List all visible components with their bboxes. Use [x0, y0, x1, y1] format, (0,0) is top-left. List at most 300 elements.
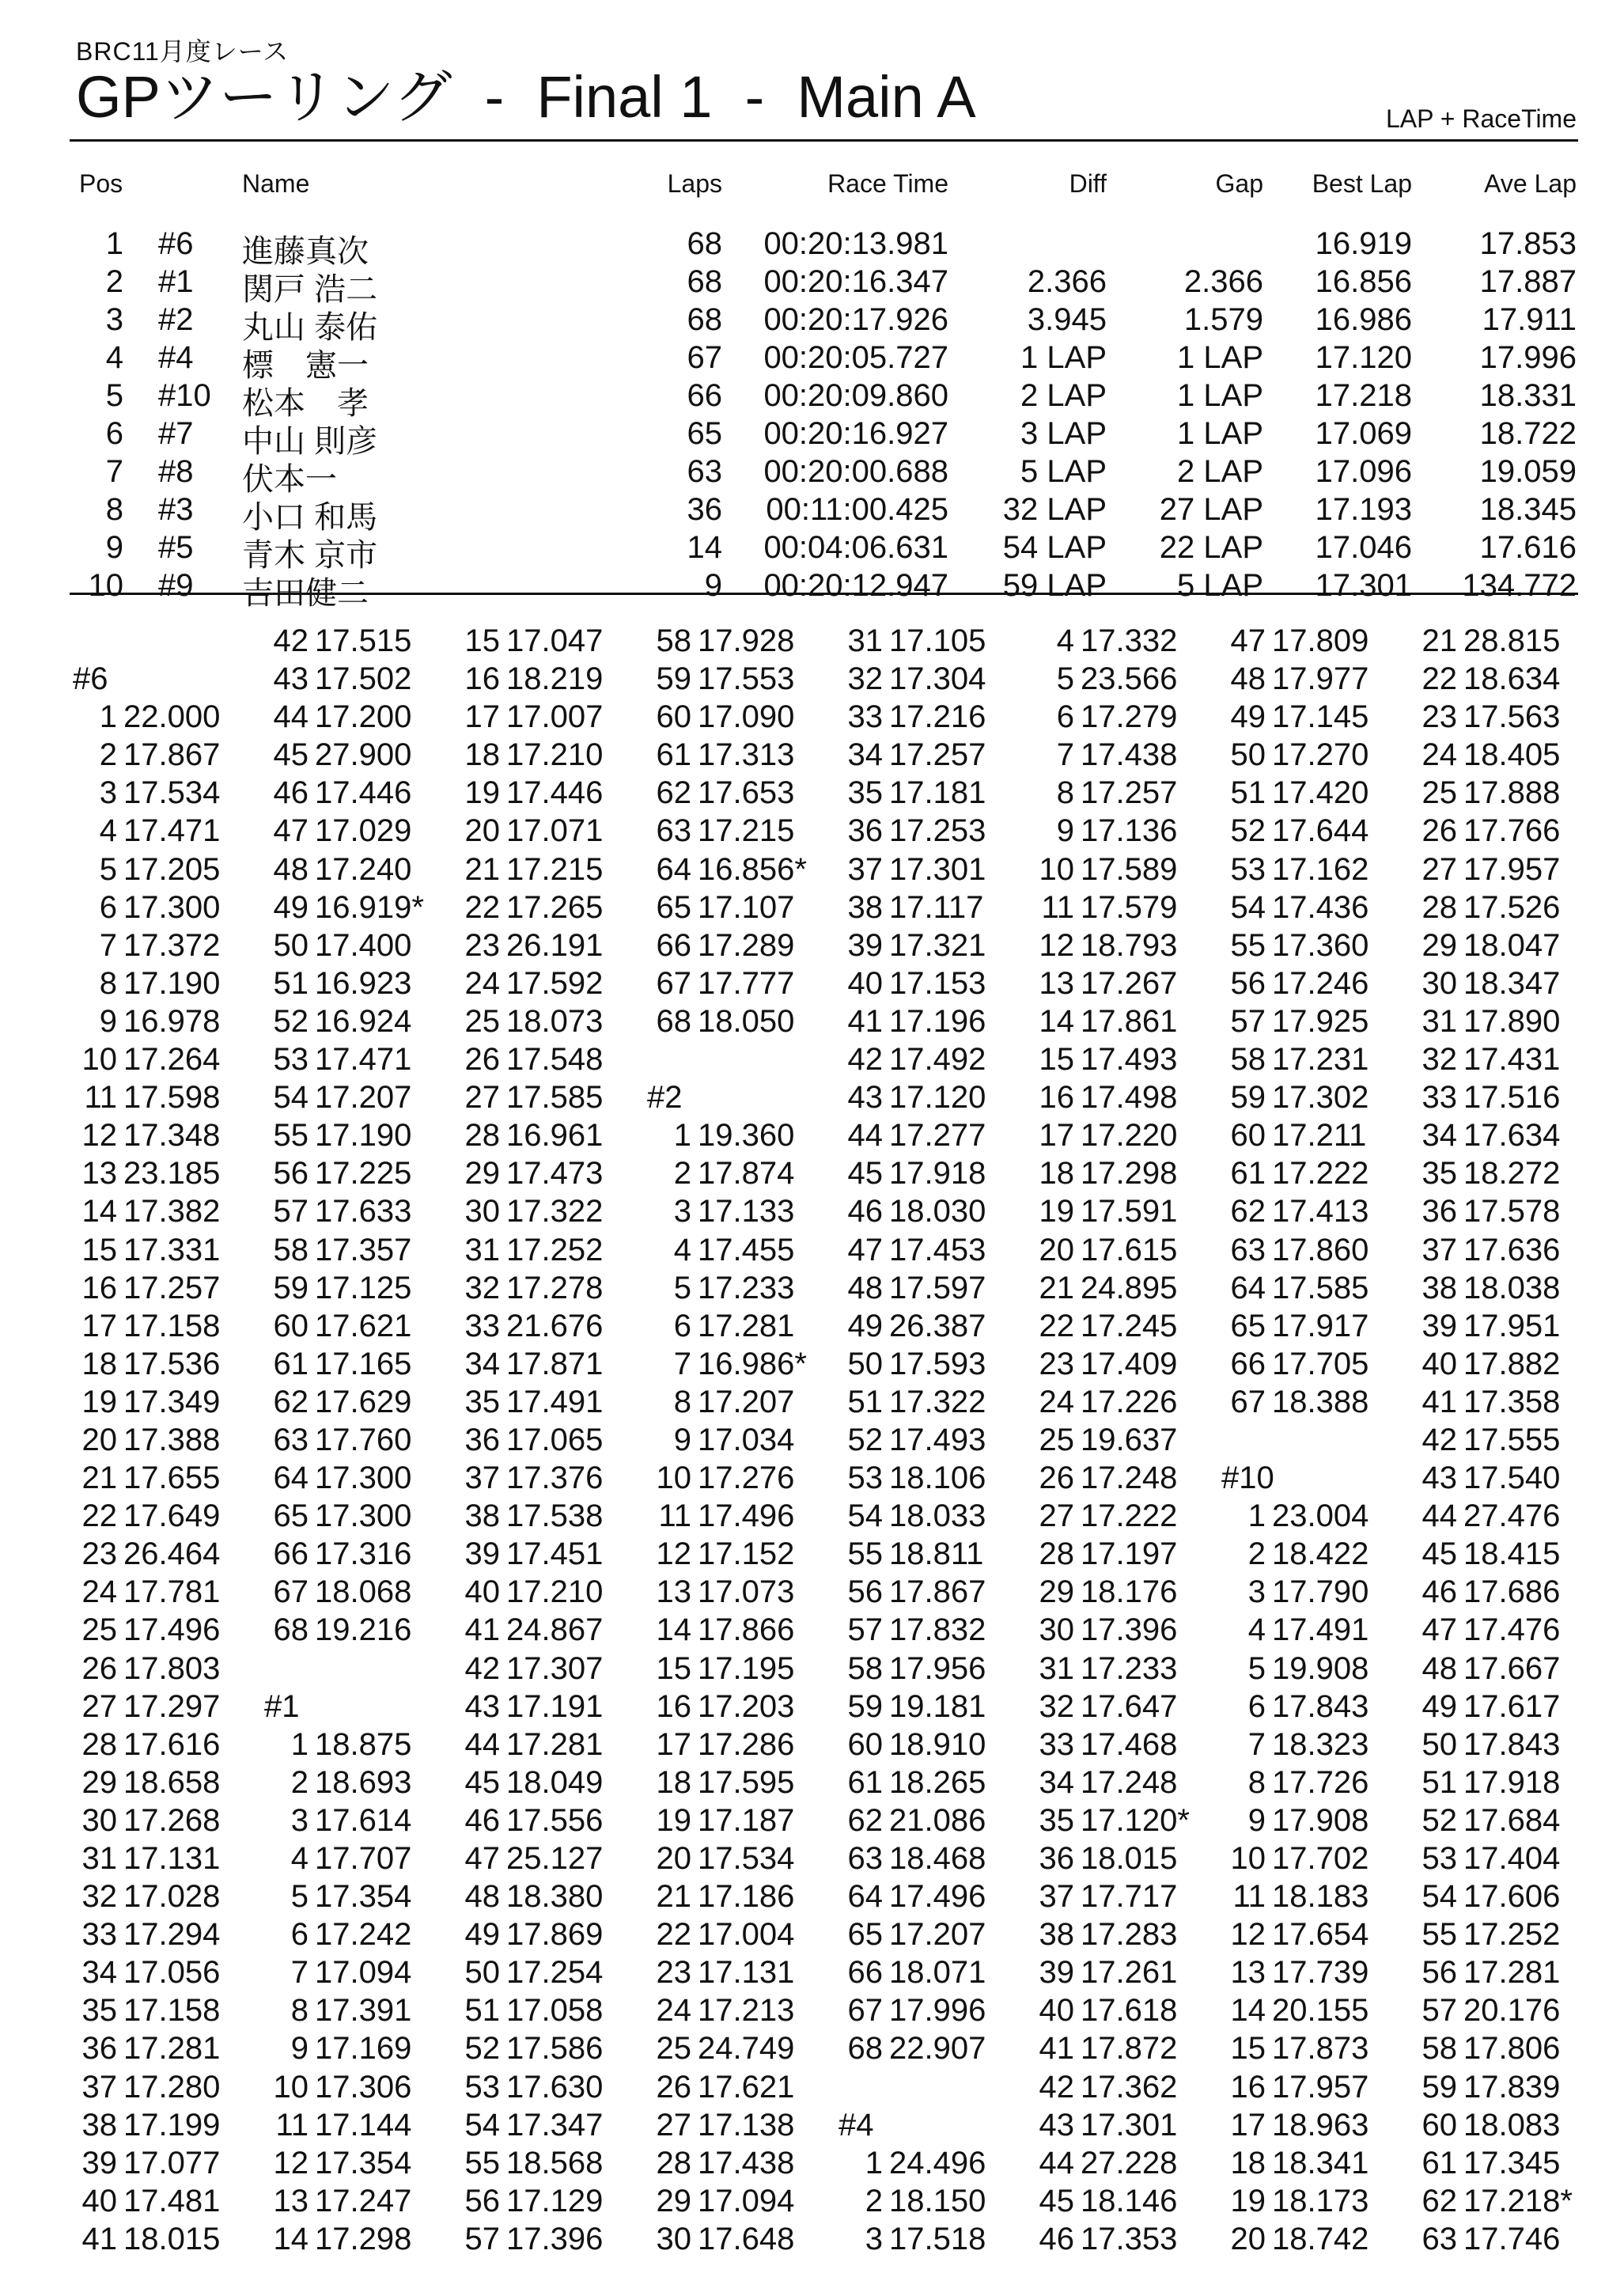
lap-entry [1027, 2144, 1190, 2182]
lap-entry [1410, 1269, 1573, 1307]
lap-time: 17.654 [1272, 1917, 1369, 1953]
lap-time: 17.446 [315, 775, 412, 811]
lap-number: 13 [656, 1574, 691, 1610]
lap-entry [70, 1611, 220, 1649]
lap-number: 36 [1421, 1194, 1457, 1229]
lap-number: 66 [1230, 1346, 1266, 1381]
lap-time: 18.272 [1463, 1156, 1561, 1192]
lap-entry [452, 2182, 603, 2220]
lap-entry [1027, 774, 1190, 812]
lap-entry [1218, 1650, 1368, 1688]
lap-entry [1218, 1345, 1368, 1383]
lap-entry [1218, 1611, 1368, 1649]
lap-entry [835, 1802, 986, 1839]
lap-entry [261, 1764, 424, 1802]
lap-entry [1027, 1307, 1190, 1345]
lap-time: 17.867 [123, 737, 221, 773]
lap-number: 23 [656, 1955, 691, 1991]
lap-time: 17.493 [889, 1422, 986, 1457]
lap-time: 17.242 [315, 1917, 412, 1953]
lap-time: 19.908 [1272, 1650, 1369, 1686]
lap-entry [1027, 1345, 1190, 1383]
lap-entry [1218, 1383, 1368, 1421]
lap-time: 17.358 [1463, 1384, 1561, 1419]
lap-time: 17.302 [1272, 1080, 1369, 1116]
lap-entry [644, 736, 807, 774]
lap-time: 17.090 [698, 699, 795, 735]
lap-time: 17.120* [1081, 1802, 1190, 1838]
lap-entry [70, 1953, 220, 1991]
lap-time: 17.197 [1081, 1536, 1178, 1572]
lap-time: 17.301 [1081, 2107, 1178, 2143]
lap-entry [70, 2068, 220, 2106]
lap-number: 63 [656, 813, 691, 849]
lap-entry [1410, 1839, 1573, 1877]
lap-entry [1218, 812, 1368, 850]
lap-number: 1 [865, 2145, 883, 2180]
lap-number: 27 [81, 1688, 117, 1724]
lap-entry [452, 2144, 603, 2182]
result-driver-name: 進藤真次 [242, 234, 369, 269]
lap-number: 30 [656, 2221, 691, 2256]
lap-number: 47 [1230, 623, 1266, 658]
lap-time: 17.618 [1081, 1993, 1178, 2029]
lap-time: 17.496 [698, 1498, 795, 1534]
lap-entry [1410, 1802, 1573, 1839]
lap-time: 18.071 [889, 1955, 986, 1991]
lap-entry [644, 1459, 807, 1497]
lap-number: 38 [464, 1498, 500, 1534]
result-ave-lap: 17.853 [1479, 226, 1577, 261]
lap-number: 16 [464, 661, 500, 697]
lap-time: 17.247 [315, 2183, 412, 2218]
lap-entry [835, 851, 986, 888]
lap-entry [261, 888, 424, 926]
result-pos: 1 [105, 226, 123, 261]
result-row [0, 274, 1624, 345]
lap-entry [261, 926, 424, 964]
lap-time: 17.133 [698, 1194, 795, 1229]
lap-time: 17.304 [889, 661, 986, 697]
result-race-time: 00:11:00.425 [766, 492, 948, 527]
lap-number: 30 [81, 1802, 117, 1838]
lap-number: 41 [1039, 2031, 1074, 2067]
lap-entry [1218, 1839, 1368, 1877]
lap-time: 17.218* [1463, 2183, 1573, 2218]
lap-number: 34 [81, 1955, 117, 1991]
lap-time: 18.388 [1272, 1384, 1369, 1419]
lap-number: 52 [273, 1003, 309, 1039]
lap-number: 40 [464, 1574, 500, 1610]
lap-number: 46 [1421, 1574, 1457, 1610]
header-best-lap: Best Lap [1312, 169, 1412, 198]
lap-entry [1027, 926, 1190, 964]
lap-number: 3 [1247, 1574, 1266, 1610]
lap-entry [261, 2029, 424, 2067]
lap-number: 24 [1421, 737, 1457, 773]
lap-entry [644, 1231, 807, 1269]
lap-entry [70, 736, 220, 774]
lap-number: 62 [656, 775, 691, 811]
lap-number: 17 [81, 1308, 117, 1343]
lap-time: 17.655 [123, 1461, 221, 1496]
lap-time: 17.191 [506, 1688, 604, 1724]
lap-number: 67 [847, 1993, 883, 2029]
lap-entry [1027, 1421, 1190, 1459]
lap-number: 13 [81, 1156, 117, 1192]
lap-entry [644, 2029, 807, 2067]
lap-number: 45 [847, 1156, 883, 1192]
lap-entry [1027, 1002, 1190, 1040]
lap-number: 39 [847, 927, 883, 963]
result-driver-name: 小口 和馬 [242, 500, 378, 535]
lap-number: 51 [1421, 1764, 1457, 1800]
lap-entry [1218, 774, 1368, 812]
lap-entry [1218, 1002, 1368, 1040]
result-car-number: #8 [158, 454, 194, 489]
lap-entry [1218, 1192, 1368, 1230]
lap-entry [644, 851, 807, 888]
result-row [0, 502, 1624, 573]
lap-time: 17.707 [315, 1841, 412, 1876]
lap-number: 34 [847, 737, 883, 773]
lap-number: 32 [1039, 1688, 1074, 1724]
lap-entry [452, 1764, 603, 1802]
lap-entry [1410, 1154, 1573, 1192]
lap-number: 42 [1421, 1422, 1457, 1457]
lap-time: 17.684 [1463, 1802, 1561, 1838]
results-table [0, 166, 1624, 611]
lap-number: 30 [1039, 1612, 1074, 1648]
lap-number: 9 [290, 2031, 309, 2067]
result-gap: 1 LAP [1177, 378, 1263, 413]
lap-entry [70, 888, 220, 926]
lap-entry [1218, 1269, 1368, 1307]
lap-entry [1027, 888, 1190, 926]
lap-number: 10 [273, 2069, 309, 2105]
result-race-time: 00:20:09.860 [763, 378, 948, 413]
lap-time: 17.493 [1081, 1042, 1178, 1078]
lap-entry [261, 851, 424, 888]
lap-number: 54 [1230, 889, 1266, 925]
result-driver-name: 青木 京市 [242, 538, 378, 573]
lap-number: 26 [1039, 1461, 1074, 1496]
lap-time: 17.869 [506, 1917, 604, 1953]
lap-entry [70, 2144, 220, 2182]
lap-entry [1410, 1307, 1573, 1345]
lap-number: 20 [81, 1422, 117, 1457]
lap-entry [644, 1535, 807, 1573]
lap-entry [1218, 964, 1368, 1002]
lap-time: 17.491 [506, 1384, 604, 1419]
lap-number: 45 [273, 737, 309, 773]
lap-entry [70, 812, 220, 850]
lap-entry [1218, 1802, 1368, 1839]
lap-number: 66 [273, 1536, 309, 1572]
result-car-number: #5 [158, 530, 194, 565]
lap-number: 39 [464, 1536, 500, 1572]
lap-car-heading: #10 [1221, 1461, 1274, 1496]
lap-time: 17.298 [1081, 1156, 1178, 1192]
lap-time: 21.676 [506, 1308, 604, 1343]
lap-entry [1027, 1764, 1190, 1802]
lap-number: 8 [1056, 775, 1074, 811]
lap-number: 1 [673, 1118, 691, 1154]
lap-entry [452, 1269, 603, 1307]
lap-number: 28 [656, 2145, 691, 2180]
lap-entry [452, 698, 603, 736]
lap-entry [261, 1573, 424, 1611]
lap-number: 25 [81, 1612, 117, 1648]
lap-number: 61 [273, 1346, 309, 1381]
lap-time: 17.195 [698, 1650, 795, 1686]
lap-number: 26 [464, 1042, 500, 1078]
lap-number: 52 [1230, 813, 1266, 849]
lap-number: 44 [1421, 1498, 1457, 1534]
lap-entry [1218, 2182, 1368, 2220]
lap-entry [1027, 1078, 1190, 1116]
result-pos: 8 [105, 492, 123, 527]
lap-number: 64 [847, 1879, 883, 1915]
lap-number: 53 [464, 2069, 500, 2105]
lap-time: 17.496 [889, 1879, 986, 1915]
lap-number: 39 [1421, 1308, 1457, 1343]
lap-entry [70, 1650, 220, 1688]
lap-entry [1218, 1915, 1368, 1953]
lap-time: 17.196 [889, 1003, 986, 1039]
lap-number: 10 [656, 1461, 691, 1496]
lap-number: 35 [81, 1993, 117, 2029]
lap-number: 67 [656, 965, 691, 1001]
result-diff: 1 LAP [1020, 340, 1107, 375]
lap-time: 17.047 [506, 623, 604, 658]
lap-number: 18 [656, 1764, 691, 1800]
result-row [0, 236, 1624, 307]
lap-time: 17.281 [506, 1726, 604, 1762]
lap-time: 17.245 [1081, 1308, 1178, 1343]
lap-time: 23.004 [1272, 1498, 1369, 1534]
lap-time: 17.257 [1081, 775, 1178, 811]
lap-number: 58 [656, 623, 691, 658]
lap-entry [261, 1116, 424, 1154]
result-race-time: 00:20:17.926 [763, 302, 948, 337]
lap-time: 17.534 [698, 1841, 795, 1876]
lap-number: 43 [273, 661, 309, 697]
lap-time: 17.860 [1272, 1232, 1369, 1267]
lap-number: 20 [464, 813, 500, 849]
lap-number: 14 [1039, 1003, 1074, 1039]
lap-number: 21 [81, 1461, 117, 1496]
lap-time: 17.105 [889, 623, 986, 658]
lap-entry [261, 1383, 424, 1421]
lap-number: 52 [847, 1422, 883, 1457]
lap-entry [644, 660, 807, 698]
lap-time: 17.298 [315, 2221, 412, 2256]
lap-time: 17.616 [123, 1726, 221, 1762]
lap-entry [261, 1535, 424, 1573]
lap-number: 41 [81, 2221, 117, 2256]
lap-number: 15 [81, 1232, 117, 1267]
lap-entry [70, 1345, 220, 1383]
lap-time: 17.471 [123, 813, 221, 849]
result-driver-name: 丸山 泰佑 [242, 310, 378, 345]
lap-entry [1027, 1915, 1190, 1953]
lap-entry [1218, 1991, 1368, 2029]
lap-time: 16.961 [506, 1118, 604, 1154]
lap-number: 66 [847, 1955, 883, 1991]
lap-number: 21 [1039, 1270, 1074, 1305]
lap-time: 17.468 [1081, 1726, 1178, 1762]
lap-entry [1218, 2029, 1368, 2067]
event-name: BRC11月度レース [76, 37, 290, 66]
lap-entry [452, 1991, 603, 2029]
lap-time: 17.313 [698, 737, 795, 773]
lap-entry [1218, 888, 1368, 926]
lap-time: 17.739 [1272, 1955, 1369, 1991]
lap-number: 31 [81, 1841, 117, 1876]
lap-time: 17.276 [698, 1461, 795, 1496]
lap-number: 14 [81, 1194, 117, 1229]
lap-time: 17.029 [315, 813, 412, 849]
lap-entry [1218, 1116, 1368, 1154]
lap-number: 53 [1421, 1841, 1457, 1876]
lap-number: 52 [464, 2031, 500, 2067]
lap-time: 17.267 [1081, 965, 1178, 1001]
lap-number: 39 [1039, 1955, 1074, 1991]
lap-time: 17.056 [123, 1955, 221, 1991]
lap-number: 39 [81, 2145, 117, 2180]
lap-time: 25.127 [506, 1841, 604, 1876]
lap-time: 19.216 [315, 1612, 412, 1648]
lap-number: 50 [1421, 1726, 1457, 1762]
lap-number: 23 [81, 1536, 117, 1572]
lap-entry [261, 698, 424, 736]
lap-entry [1218, 926, 1368, 964]
lap-time: 17.131 [123, 1841, 221, 1876]
lap-entry [835, 1192, 986, 1230]
header-name: Name [242, 169, 310, 198]
lap-entry [1027, 1991, 1190, 2029]
lap-number: 45 [464, 1764, 500, 1800]
lap-number: 58 [1421, 2031, 1457, 2067]
lap-entry [1410, 1953, 1573, 1991]
lap-entry [835, 1078, 986, 1116]
lap-entry [1027, 1383, 1190, 1421]
lap-time: 17.648 [698, 2221, 795, 2256]
lap-number: 66 [656, 927, 691, 963]
lap-number: 16 [81, 1270, 117, 1305]
lap-entry [452, 1383, 603, 1421]
lap-number: 12 [656, 1536, 691, 1572]
lap-number: 68 [847, 2031, 883, 2067]
result-best-lap: 17.301 [1315, 568, 1412, 603]
lap-time: 17.226 [1081, 1384, 1178, 1419]
result-best-lap: 17.069 [1315, 416, 1412, 451]
lap-entry [1410, 622, 1573, 660]
lap-entry [261, 1345, 424, 1383]
result-race-time: 00:20:12.947 [763, 568, 948, 603]
lap-entry [1410, 1497, 1573, 1535]
result-ave-lap: 17.887 [1479, 264, 1577, 299]
lap-entry [835, 660, 986, 698]
lap-number: 20 [1039, 1232, 1074, 1267]
lap-number: 46 [464, 1802, 500, 1838]
lap-entry [835, 1116, 986, 1154]
lap-number: 46 [273, 775, 309, 811]
lap-time: 17.617 [1463, 1688, 1561, 1724]
lap-time: 17.117 [889, 889, 984, 925]
lap-number: 67 [273, 1574, 309, 1610]
lap-time: 17.873 [1272, 2031, 1369, 2067]
lap-time: 17.888 [1463, 775, 1561, 811]
lap-entry [1027, 1839, 1190, 1877]
lap-entry [261, 2182, 424, 2220]
lap-time: 17.252 [1463, 1917, 1561, 1953]
lap-number: 29 [81, 1764, 117, 1800]
lap-time: 17.598 [123, 1080, 221, 1116]
lap-time: 16.986* [698, 1346, 807, 1381]
lap-number: 15 [1039, 1042, 1074, 1078]
lap-number: 43 [464, 1688, 500, 1724]
lap-number: 12 [1039, 927, 1074, 963]
lap-number: 27 [1421, 851, 1457, 887]
lap-number: 24 [656, 1993, 691, 2029]
result-laps: 63 [687, 454, 722, 489]
lap-number: 34 [1039, 1764, 1074, 1800]
lap-entry [70, 1192, 220, 1230]
lap-entry [261, 774, 424, 812]
lap-time: 17.957 [1272, 2069, 1369, 2105]
lap-number: 30 [1421, 965, 1457, 1001]
lap-number: 37 [1421, 1232, 1457, 1267]
lap-number: 59 [656, 661, 691, 697]
lap-entry [1218, 1307, 1368, 1345]
divider [70, 593, 1578, 595]
lap-entry [452, 1421, 603, 1459]
lap-number: 8 [290, 1993, 309, 2029]
lap-number: 58 [1230, 1042, 1266, 1078]
lap-time: 23.566 [1081, 661, 1178, 697]
lap-number: 51 [273, 965, 309, 1001]
lap-number: 47 [847, 1232, 883, 1267]
header-ave-lap: Ave Lap [1484, 169, 1577, 198]
lap-entry [1027, 2106, 1190, 2144]
lap-entry [261, 1269, 424, 1307]
lap-time: 17.585 [1272, 1270, 1369, 1305]
result-gap: 2.366 [1183, 264, 1263, 299]
lap-number: 32 [464, 1270, 500, 1305]
lap-entry [70, 926, 220, 964]
lap-time: 17.205 [123, 851, 221, 887]
lap-number: 28 [81, 1726, 117, 1762]
lap-number: 22 [1039, 1308, 1074, 1343]
lap-time: 17.301 [889, 851, 986, 887]
result-pos: 6 [105, 416, 123, 451]
lap-time: 17.705 [1272, 1346, 1369, 1381]
lap-number: 27 [1039, 1498, 1074, 1534]
lap-entry [1218, 1497, 1368, 1535]
lap-time: 17.890 [1463, 1003, 1561, 1039]
lap-number: 31 [464, 1232, 500, 1267]
lap-number: 55 [1230, 927, 1266, 963]
result-diff: 3 LAP [1020, 416, 1107, 451]
lap-time: 17.918 [889, 1156, 986, 1192]
lap-entry [1410, 1345, 1573, 1383]
title-class: GPツーリング [76, 64, 452, 130]
lap-number: 49 [273, 889, 309, 925]
lap-entry [452, 2068, 603, 2106]
lap-number: 6 [1247, 1688, 1266, 1724]
